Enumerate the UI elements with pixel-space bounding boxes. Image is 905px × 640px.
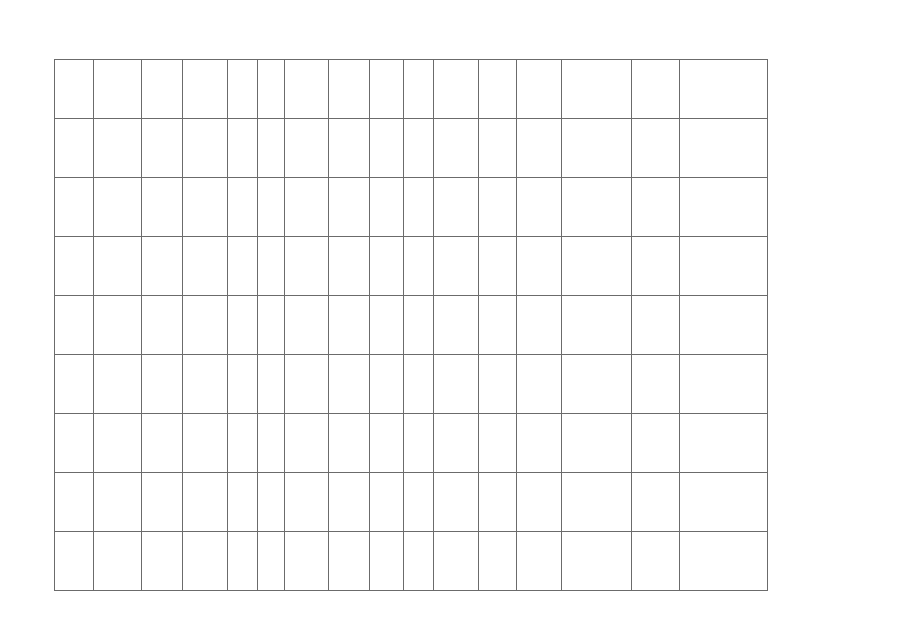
table-cell (479, 473, 517, 532)
table-row (55, 60, 768, 119)
table-cell (142, 60, 183, 119)
table-cell (434, 414, 479, 473)
table-cell (142, 237, 183, 296)
table-cell (55, 532, 94, 591)
table-cell (680, 473, 768, 532)
table-cell (258, 355, 285, 414)
table-row (55, 532, 768, 591)
table-cell (94, 414, 142, 473)
table-cell (228, 178, 258, 237)
table-cell (632, 473, 680, 532)
table-cell (183, 237, 228, 296)
table-cell (479, 237, 517, 296)
table-cell (680, 355, 768, 414)
table-cell (434, 355, 479, 414)
table-cell (680, 532, 768, 591)
table-cell (142, 473, 183, 532)
table-row (55, 473, 768, 532)
table-cell (94, 473, 142, 532)
table-cell (680, 414, 768, 473)
table-cell (479, 414, 517, 473)
table-cell (329, 237, 370, 296)
table-cell (517, 473, 562, 532)
table-cell (562, 473, 632, 532)
table-cell (479, 60, 517, 119)
table-cell (183, 60, 228, 119)
table-cell (370, 178, 404, 237)
table-cell (55, 473, 94, 532)
table-cell (329, 355, 370, 414)
table-cell (183, 414, 228, 473)
table-cell (285, 119, 329, 178)
table-cell (434, 119, 479, 178)
table-cell (258, 296, 285, 355)
table-cell (285, 532, 329, 591)
table-cell (370, 60, 404, 119)
table-cell (632, 414, 680, 473)
table-cell (329, 296, 370, 355)
table-cell (55, 355, 94, 414)
table-cell (142, 414, 183, 473)
table-cell (680, 60, 768, 119)
table-cell (285, 60, 329, 119)
table-cell (404, 178, 434, 237)
table-cell (228, 119, 258, 178)
table-cell (183, 473, 228, 532)
table-cell (517, 178, 562, 237)
table-cell (479, 532, 517, 591)
table-cell (517, 296, 562, 355)
table-cell (632, 237, 680, 296)
table-cell (479, 178, 517, 237)
table-row (55, 119, 768, 178)
table-row (55, 355, 768, 414)
table-cell (55, 60, 94, 119)
table-cell (94, 119, 142, 178)
table-cell (370, 296, 404, 355)
table-cell (370, 414, 404, 473)
table-cell (258, 178, 285, 237)
table-cell (183, 296, 228, 355)
table-cell (517, 119, 562, 178)
table-cell (517, 355, 562, 414)
table-cell (55, 237, 94, 296)
table-cell (632, 532, 680, 591)
table-cell (632, 60, 680, 119)
table-cell (479, 119, 517, 178)
table-cell (94, 60, 142, 119)
table-cell (183, 119, 228, 178)
registry-table (54, 59, 768, 591)
table-cell (228, 60, 258, 119)
table-cell (258, 119, 285, 178)
table-cell (434, 532, 479, 591)
table-cell (680, 178, 768, 237)
table-cell (404, 119, 434, 178)
table-cell (434, 60, 479, 119)
table-cell (94, 296, 142, 355)
table-cell (183, 355, 228, 414)
table-cell (517, 532, 562, 591)
table-cell (285, 414, 329, 473)
table-cell (370, 237, 404, 296)
table-cell (404, 355, 434, 414)
table-cell (404, 237, 434, 296)
table-row (55, 296, 768, 355)
table-cell (479, 296, 517, 355)
table-row (55, 414, 768, 473)
table-cell (258, 473, 285, 532)
table-cell (94, 178, 142, 237)
table-cell (285, 355, 329, 414)
table-cell (680, 237, 768, 296)
table-cell (228, 296, 258, 355)
table-cell (370, 532, 404, 591)
table-row (55, 178, 768, 237)
table-cell (228, 532, 258, 591)
table-cell (404, 414, 434, 473)
table-cell (329, 60, 370, 119)
table-cell (517, 414, 562, 473)
table-cell (228, 237, 258, 296)
table-cell (55, 414, 94, 473)
table-cell (55, 119, 94, 178)
table-cell (285, 178, 329, 237)
table-cell (479, 355, 517, 414)
table-cell (404, 296, 434, 355)
table-cell (285, 237, 329, 296)
table-cell (142, 296, 183, 355)
table-cell (562, 296, 632, 355)
table-cell (258, 414, 285, 473)
table-cell (258, 237, 285, 296)
table-cell (404, 60, 434, 119)
table-cell (562, 60, 632, 119)
table-cell (228, 414, 258, 473)
table-cell (55, 296, 94, 355)
table-cell (142, 178, 183, 237)
table-cell (370, 473, 404, 532)
table-cell (562, 532, 632, 591)
table-cell (404, 473, 434, 532)
table-cell (285, 473, 329, 532)
table-cell (562, 355, 632, 414)
table-cell (228, 473, 258, 532)
table-body (55, 60, 768, 591)
table-cell (562, 414, 632, 473)
table-cell (183, 178, 228, 237)
table-cell (404, 532, 434, 591)
table-row (55, 237, 768, 296)
table-cell (142, 532, 183, 591)
table-cell (632, 296, 680, 355)
table-cell (562, 178, 632, 237)
table-cell (517, 60, 562, 119)
table-cell (517, 237, 562, 296)
table-cell (183, 532, 228, 591)
table-cell (680, 296, 768, 355)
table-cell (329, 532, 370, 591)
table-cell (94, 532, 142, 591)
table-cell (632, 119, 680, 178)
table-cell (329, 178, 370, 237)
table-cell (142, 355, 183, 414)
table-cell (632, 355, 680, 414)
table-cell (55, 178, 94, 237)
table-cell (258, 532, 285, 591)
table-cell (632, 178, 680, 237)
table-cell (228, 355, 258, 414)
table-cell (434, 237, 479, 296)
table-cell (94, 355, 142, 414)
table-cell (329, 119, 370, 178)
table-cell (434, 473, 479, 532)
table-cell (258, 60, 285, 119)
table-cell (94, 237, 142, 296)
table-cell (329, 473, 370, 532)
table-cell (329, 414, 370, 473)
table-cell (285, 296, 329, 355)
table-cell (680, 119, 768, 178)
table-cell (370, 119, 404, 178)
table-cell (562, 237, 632, 296)
table-cell (370, 355, 404, 414)
table-cell (142, 119, 183, 178)
table-cell (434, 178, 479, 237)
table-cell (562, 119, 632, 178)
table-cell (434, 296, 479, 355)
